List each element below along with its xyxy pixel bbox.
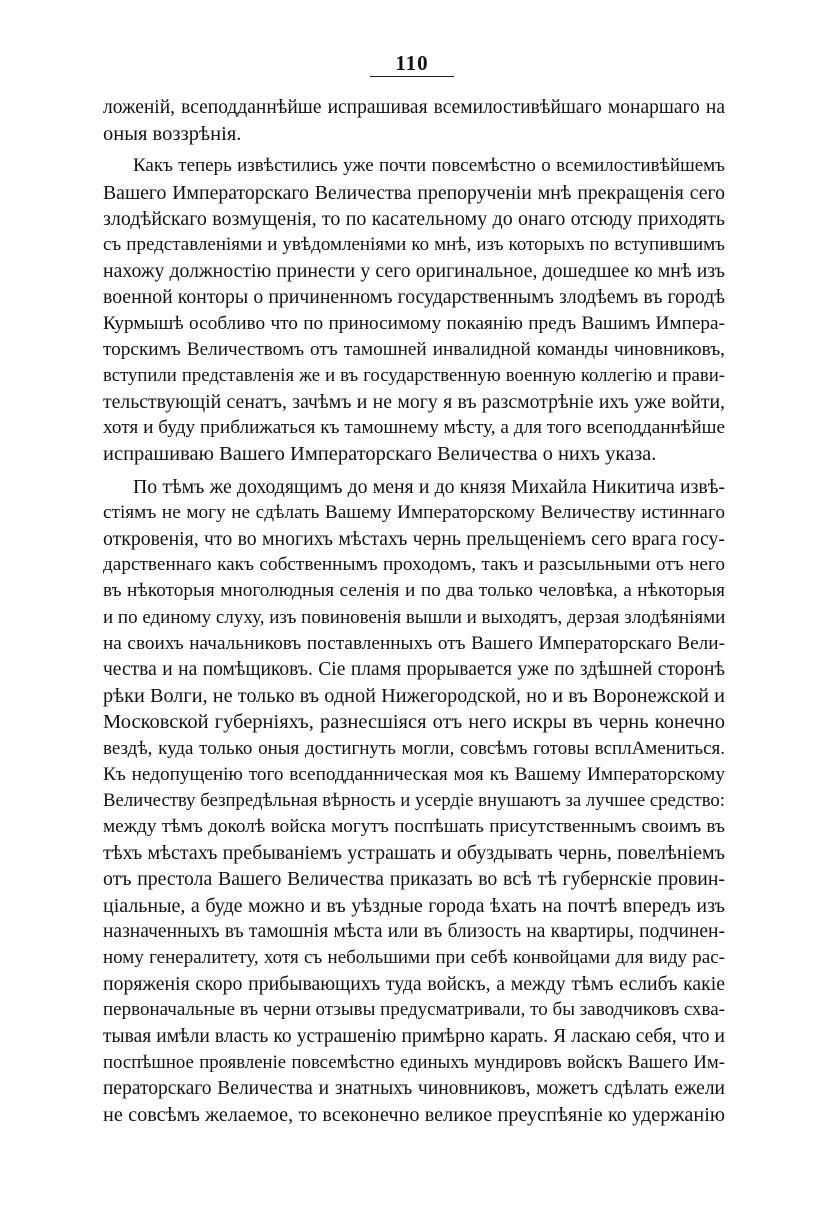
text-line: испрашиваю Вашего Императорскаго Величества о нихъ указа. bbox=[103, 443, 657, 466]
text-line: Вашего Императорскаго Величества препорученіи мнѣ прекращенія сего bbox=[103, 181, 725, 204]
text-line: и по единому слуху, изъ повиновенія вышли и выходятъ, дерзая злодѣяніями bbox=[103, 606, 726, 628]
text-line: ному генералитету, хотя съ небольшими при себѣ конвойцами для виду рас- bbox=[103, 947, 725, 968]
text-line: съ представленіями и увѣдомленіями ко мнѣ, изъ которыхъ по вступившимъ bbox=[103, 233, 725, 255]
text-line: ложеній, всеподданнѣйше испрашивая всемилостивѣйшаго монаршаго на bbox=[103, 97, 725, 118]
text-line: чества и на помѣщиковъ. Сіе пламя прорывается уже по здѣшней сторонѣ bbox=[103, 658, 725, 680]
text-line: стіямъ не могу не сдѣлать Вашему Императорскому Величеству истиннаго bbox=[103, 501, 725, 523]
text-line: вступили представленія же и въ государственную военную коллегію и прави- bbox=[103, 364, 725, 386]
text-line: торскимъ Величествомъ отъ тамошней инвалидной команды чиновниковъ, bbox=[103, 338, 725, 360]
text-line: оныя воззрѣнія. bbox=[103, 123, 242, 146]
text-line: военной конторы о причиненномъ государственнымъ злодѣемъ въ городѣ bbox=[103, 286, 725, 309]
text-line: тельствующій сенатъ, зачѣмъ и не могу я въ разсмотрѣніе ихъ уже войти, bbox=[103, 391, 725, 414]
text-line: Какъ теперь извѣстились уже почти повсемѣстно о всемилостивѣйшемъ bbox=[133, 155, 725, 177]
text-line: По тѣмъ же доходящимъ до меня и до князя Михайла Никитича извѣ- bbox=[133, 475, 725, 498]
paragraph-2 bbox=[103, 153, 725, 467]
paragraph-3 bbox=[103, 474, 725, 1129]
text-line: ператорскаго Величества и знатныхъ чиновниковъ, можетъ сдѣлать ежели bbox=[103, 1077, 725, 1099]
text-line: Московской губерніяхъ, разнесшіяся отъ него искры въ чернь конечно bbox=[103, 711, 725, 734]
text-line: первоначальные въ черни отзывы предусматривали, то бы заводчиковъ схва- bbox=[103, 999, 725, 1021]
body-text bbox=[103, 95, 725, 1128]
text-line: тѣхъ мѣстахъ пребываніемъ устрашать и обуздывать чернь, повелѣніемъ bbox=[103, 842, 725, 865]
text-line: рѣки Волги, не только въ одной Нижегородской, но и въ Воронежской и bbox=[103, 685, 725, 708]
text-line: злодѣйскаго возмущенія, то по касательному до онаго отсюду приходять bbox=[103, 207, 725, 230]
text-line: не совсѣмъ желаемое, то всеконечно великое преуспѣяніе ко удержанію bbox=[103, 1104, 725, 1127]
paragraph-1 bbox=[103, 95, 725, 147]
text-line: нахожу должностію принести у сего оригинальное, дошедшее ко мнѣ изъ bbox=[103, 260, 725, 283]
text-line: отъ престола Вашего Величества приказать во всѣ тѣ губернскіе провин- bbox=[103, 868, 725, 891]
text-line: Курмышѣ особливо что по приносимому покаянію предъ Вашимъ Импера- bbox=[103, 312, 725, 334]
text-line: Къ недопущенію того всеподданническая моя къ Вашему Императорскому bbox=[103, 763, 725, 785]
page-number: 110 bbox=[395, 51, 429, 75]
text-line: дарственнаго какъ собственнымъ проходомъ, такъ и разсыльными отъ него bbox=[103, 554, 725, 576]
text-line: поспѣшное проявленіе повсемѣстно единыхъ мундировъ войскъ Вашего Им- bbox=[103, 1051, 725, 1073]
text-line: вездѣ, куда только оныя достигнуть могли, совсѣмъ готовы всплАмениться. bbox=[103, 737, 725, 759]
text-line: поряженія скоро прибывающихъ туда войскъ, а между тѣмъ еслибъ какіе bbox=[103, 973, 725, 996]
page-number-rule bbox=[370, 76, 454, 77]
text-line: на своихъ начальниковъ поставленныхъ отъ Вашего Императорскаго Вели- bbox=[103, 632, 725, 654]
text-line: тывая имѣли власть ко устрашенію примѣрно карать. Я ласкаю себя, что и bbox=[103, 1025, 725, 1047]
text-line: между тѣмъ доколѣ войска могутъ поспѣшать присутственнымъ своимъ въ bbox=[103, 816, 725, 838]
text-line: ціальные, а буде можно и въ уѣздные города ѣхать на почтѣ впередъ изъ bbox=[103, 894, 725, 917]
text-line: откровенія, что во многихъ мѣстахъ чернь прельщеніемъ сего врага госу- bbox=[103, 528, 725, 550]
text-line: назначенныхъ въ тамошнія мѣста или въ близость на квартиры, подчинен- bbox=[103, 920, 725, 942]
text-line: хотя и буду приближаться къ тамошнему мѣсту, а для того всеподданнѣйше bbox=[103, 417, 725, 439]
text-line: Величеству безпредѣльная вѣрность и усердіе внушаютъ за лучшее средство: bbox=[103, 789, 726, 811]
text-line: въ нѣкоторыя многолюдныя селенія и по два только человѣка, а нѣкоторыя bbox=[103, 580, 725, 602]
